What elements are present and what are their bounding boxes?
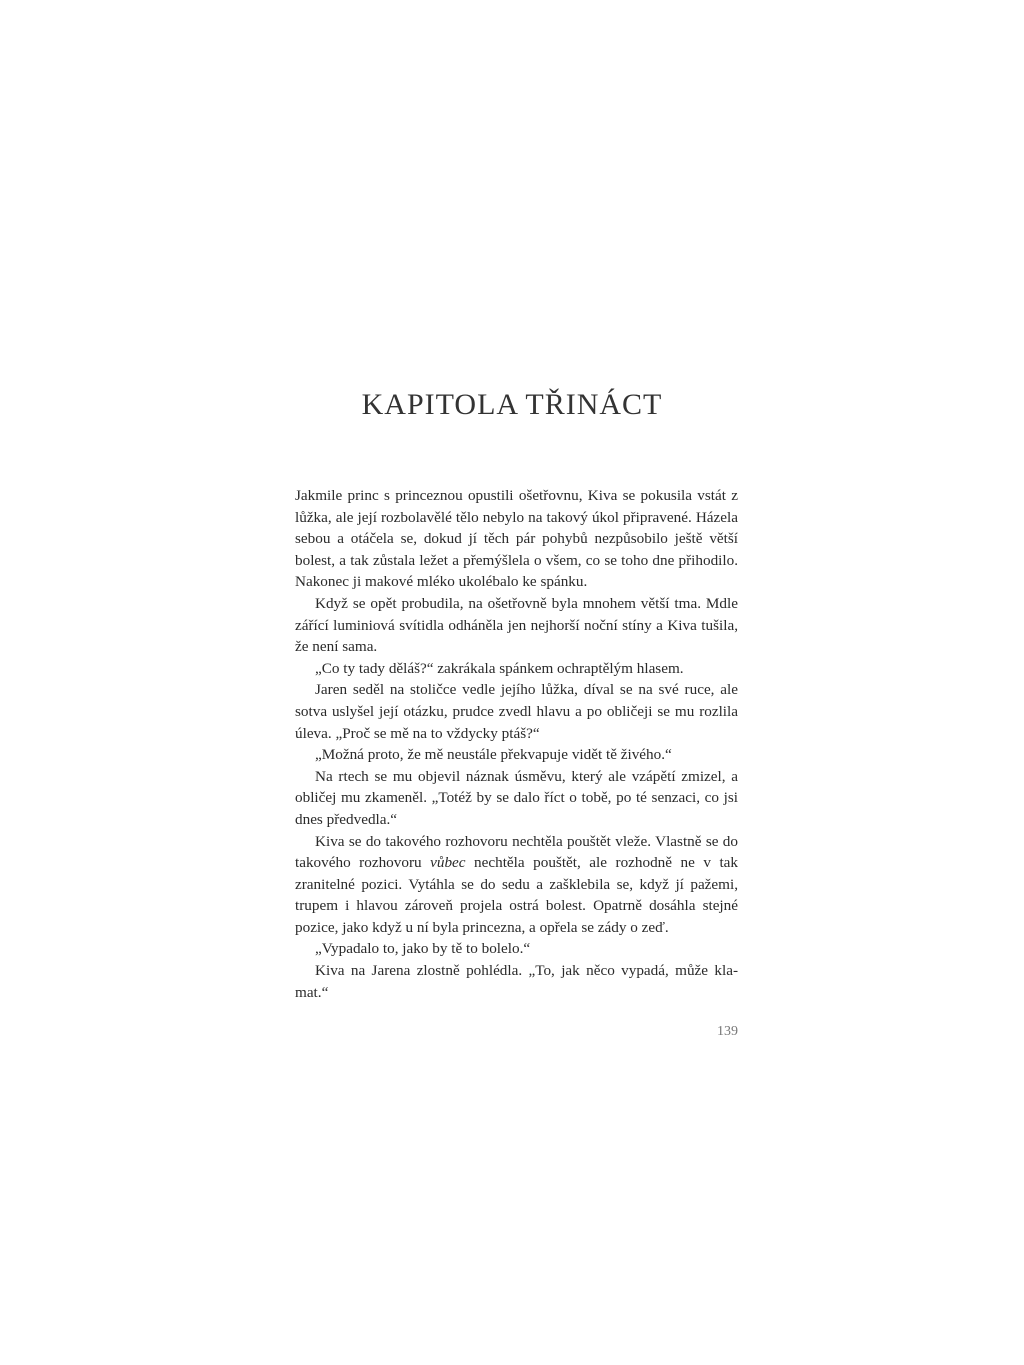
paragraph: „Možná proto, že mě neustále překvapuje vidět tě živého.“	[315, 746, 672, 764]
paragraph-text: nechtěla pouštět, ale rozhodně ne v tak zranitelné pozici. Vytáhla se do sedu a zašklebila se, když jí pažemi, trupem i hlavou zároveň projela ostrá bolest. Opatrně dosáhla stejné pozice, jako když u ní byla princezna, a opřela se zády o zeď.	[295, 854, 739, 936]
page-number: 139	[717, 1024, 738, 1039]
paragraph	[295, 831, 738, 939]
emphasized-word: vůbec	[430, 854, 466, 872]
chapter-title: KAPITOLA TŘINÁCT	[361, 388, 663, 421]
paragraph: Kiva na Jarena zlostně pohlédla. „To, jak něco vypadá, může klamat.“	[295, 962, 738, 1001]
paragraph: „Vypadalo to, jako by tě to bolelo.“	[315, 940, 531, 958]
paragraph: Jaren seděl na stoličce vedle jejího lůžka, díval se na své ruce, ale sotva uslyšel její otázku, prudce zvedl hlavu a po obličeji se mu rozlila úleva. „Proč se mě na to vždycky ptáš?“	[295, 681, 738, 742]
paragraph: Když se opět probudila, na ošetřovně byla mnohem větší tma. Mdle zářící luminiová svítidla odháněla jen nejhorší noční stíny a Kiva tušila, že není sama.	[295, 594, 738, 656]
chapter-body	[295, 485, 738, 1003]
paragraph: Jakmile princ s princeznou opustili ošetřovnu, Kiva se pokusila vstát z lůžka, ale její rozbolavělé tělo nebylo na takový úkol připravené. Házela sebou a otáčela se, dokud jí těch pár pohybů nezpůsobilo ještě větší bolest, a tak zůstala ležet a přemýšlela o všem, co se toho dne přihodilo. Nakonec ji makové mléko ukolébalo ke spánku.	[295, 487, 738, 591]
paragraph: „Co ty tady děláš?“ zakrákala spánkem ochraptělým hlasem.	[315, 659, 684, 677]
paragraph-text: Kiva se do takového rozhovoru nechtěla pouštět vleže. Vlastně se do takového rozhovoru	[295, 832, 738, 872]
paragraph: Na rtech se mu objevil náznak úsměvu, který ale vzápětí zmizel, a obličej mu zkameněl. „Totéž by se dalo říct o tobě, po té senzaci, co jsi dnes předvedla.“	[295, 767, 738, 828]
